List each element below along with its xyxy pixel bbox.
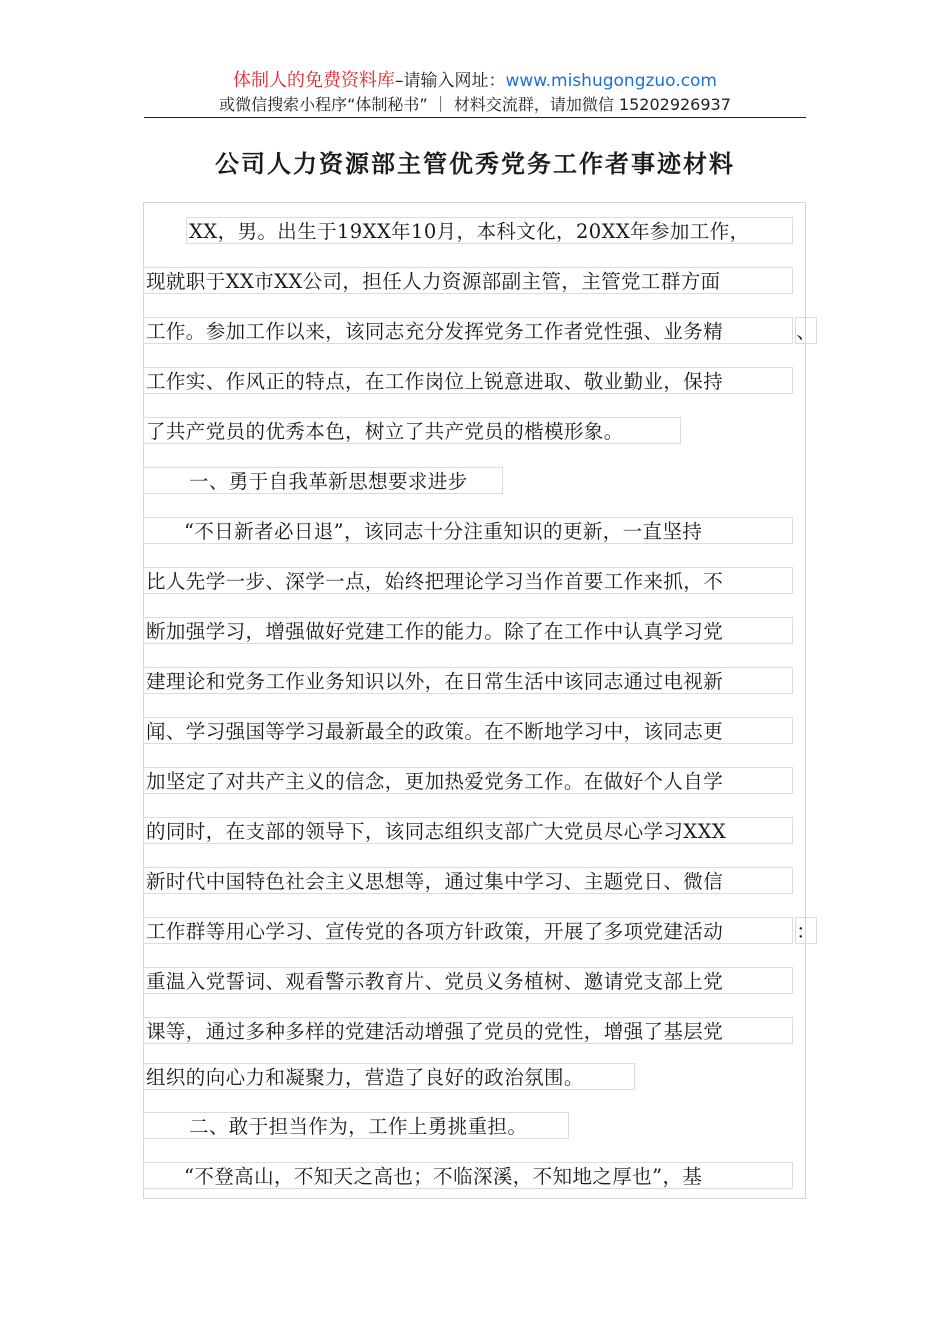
text-line: 断加强学习，增强做好党建工作的能力。除了在工作中认真学习党: [143, 617, 793, 644]
text-line: 工作。参加工作以来，该同志充分发挥党务工作者党性强、业务精: [143, 317, 793, 344]
url-prompt: –请输入网址：: [394, 71, 506, 91]
text-line: 工作群等用心学习、宣传党的各项方针政策，开展了多项党建活动: [143, 917, 793, 944]
section-heading: 二、敢于担当作为，工作上勇挑重担。: [143, 1112, 569, 1139]
line-overflow-mark: ：: [795, 917, 817, 944]
text-line: 比人先学一步、深学一点，始终把理论学习当作首要工作来抓，不: [143, 567, 793, 594]
text-line: “不登高山，不知天之高也；不临深溪，不知地之厚也”，基: [143, 1162, 793, 1189]
header-divider: [144, 117, 806, 118]
text-line: 的同时，在支部的领导下，该同志组织支部广大党员尽心学习XXX: [143, 817, 793, 844]
text-line: XX，男。出生于19XX年10月，本科文化，20XX年参加工作，: [186, 217, 793, 244]
brand-name: 体制人的免费资料库: [232, 70, 395, 91]
text-line: 重温入党誓词、观看警示教育片、党员义务植树、邀请党支部上党: [143, 967, 793, 994]
text-line: “不日新者必日退”，该同志十分注重知识的更新，一直坚持: [143, 517, 793, 544]
section-heading: 一、勇于自我革新思想要求进步: [143, 467, 503, 494]
text-line: 加坚定了对共产主义的信念，更加热爱党务工作。在做好个人自学: [143, 767, 793, 794]
page-frame: [143, 202, 806, 1199]
contact-line: 或微信搜索小程序“体制秘书” ｜ 材料交流群，请加微信 15202926937: [219, 95, 731, 114]
text-line: 课等，通过多种多样的党建活动增强了党员的党性，增强了基层党: [143, 1017, 793, 1044]
site-url-link[interactable]: www.mishugongzuo.com: [505, 71, 717, 91]
site-banner: [0, 70, 950, 92]
text-line: 现就职于XX市XX公司，担任人力资源部副主管，主管党工群方面: [143, 267, 793, 294]
document-title: 公司人力资源部主管优秀党务工作者事迹材料: [215, 149, 735, 178]
text-line: 建理论和党务工作业务知识以外，在日常生活中该同志通过电视新: [143, 667, 793, 694]
text-line: 了共产党员的优秀本色，树立了共产党员的楷模形象。: [143, 417, 681, 444]
text-line: 新时代中国特色社会主义思想等，通过集中学习、主题党日、微信: [143, 867, 793, 894]
text-line: 工作实、作风正的特点，在工作岗位上锐意进取、敬业勤业，保持: [143, 367, 793, 394]
text-line: 闻、学习强国等学习最新最全的政策。在不断地学习中，该同志更: [143, 717, 793, 744]
line-overflow-mark: 、: [795, 317, 817, 344]
text-line: 组织的向心力和凝聚力，营造了良好的政治氛围。: [143, 1063, 635, 1090]
